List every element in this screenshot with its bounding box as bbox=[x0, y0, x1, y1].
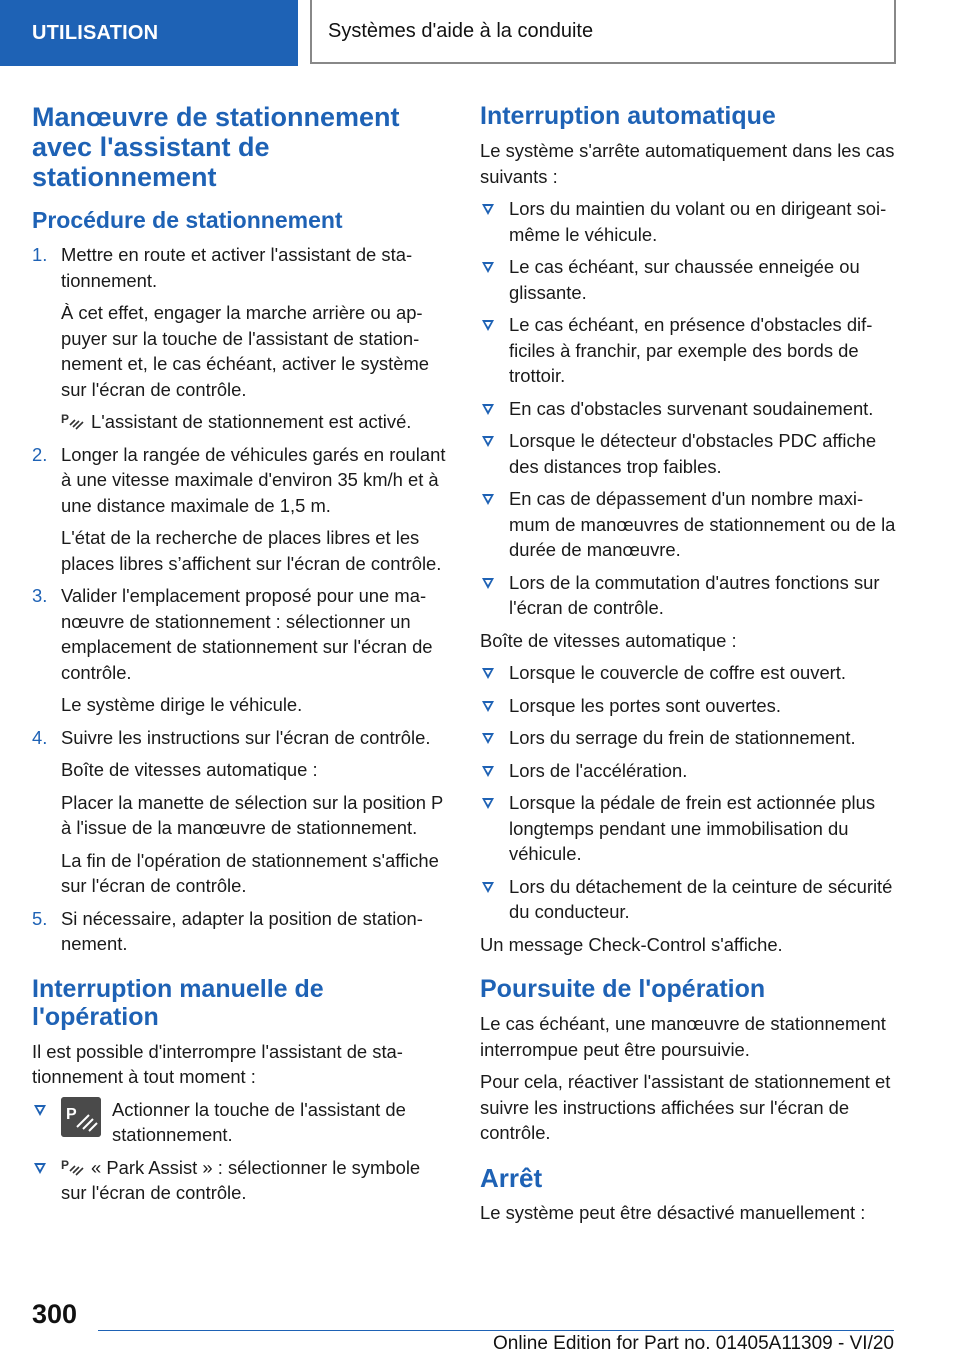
right-column bbox=[480, 96, 896, 1232]
bullet-item bbox=[480, 725, 896, 751]
step-text: Suivre les instructions sur l'écran de contrôle. bbox=[61, 726, 431, 748]
bullet-text: En cas d'obstacles survenant soudainement. bbox=[509, 397, 874, 419]
bullet-triangle-icon bbox=[482, 262, 494, 273]
step-text: L'état de la recherche de places libres et les places libres s’affichent sur l'écran de contrôle. bbox=[61, 527, 442, 574]
footer-edition: Online Edition for Part no. 01405A11309 - VI/20 bbox=[492, 1333, 894, 1354]
bullet-item bbox=[480, 428, 896, 479]
bullet-item bbox=[32, 1155, 448, 1206]
auto-interrupt-heading: Interruption automatique bbox=[480, 102, 776, 130]
step-item bbox=[32, 442, 448, 577]
bullet-text: « Park Assist » : sélectionner le symbole sur l'écran de contrôle. bbox=[61, 1156, 421, 1203]
step-number: 5. bbox=[32, 907, 48, 929]
bullet-triangle-icon bbox=[34, 1105, 46, 1116]
bullet-triangle-icon bbox=[482, 798, 494, 809]
bullet-item bbox=[480, 758, 896, 784]
resume-text: Le cas échéant, une manœuvre de stationnement interrompue peut être poursuivie. bbox=[480, 1013, 886, 1060]
bullet-item bbox=[480, 396, 896, 422]
resume-heading: Poursuite de l'opération bbox=[480, 975, 766, 1003]
bullet-item bbox=[32, 1097, 448, 1148]
step-text: La fin de l'opération de stationnement s'affiche sur l'écran de contrôle. bbox=[61, 849, 439, 896]
manual-interrupt-heading: Interruption manuelle de l'opération bbox=[32, 974, 324, 1031]
page-title: Manœuvre de stationnement avec l'assistant de stationnement bbox=[32, 102, 400, 192]
bullet-item bbox=[480, 196, 896, 247]
svg-text:P: P bbox=[66, 1105, 77, 1123]
stop-heading: Arrêt bbox=[480, 1162, 543, 1193]
bullet-text: Lors du détachement de la ceinture de sécurité du conducteur. bbox=[509, 875, 893, 922]
check-control-text: Un message Check-Control s'affiche. bbox=[480, 933, 783, 955]
stop-text: Le système peut être désactivé manuellement : bbox=[480, 1201, 866, 1223]
bullet-triangle-icon bbox=[482, 701, 494, 712]
bullet-item bbox=[480, 570, 896, 621]
bullet-triangle-icon bbox=[482, 733, 494, 744]
park-assist-icon bbox=[61, 1157, 85, 1177]
step-text: Valider l'emplacement proposé pour une manœuvre de stationnement : sélectionner un emplacement de stationnement sur l'écran de contrôle. bbox=[61, 585, 433, 683]
bullet-text: Le cas échéant, sur chaussée enneigée ou glissante. bbox=[509, 256, 860, 303]
bullet-item bbox=[480, 874, 896, 925]
bullet-text: Le cas échéant, en présence d'obstacles difficiles à franchir, par exemple des bords de trottoir. bbox=[509, 314, 873, 386]
bullet-text: Lors du serrage du frein de stationnement. bbox=[509, 727, 856, 748]
bullet-triangle-icon bbox=[482, 204, 494, 215]
svg-text:P: P bbox=[61, 412, 70, 426]
step-text: Placer la manette de sélection sur la position P à l'issue de la manœuvre de stationnement. bbox=[61, 791, 443, 838]
header-chapter-label: Systèmes d'aide à la conduite bbox=[328, 19, 594, 42]
step-text: Si nécessaire, adapter la position de stationnement. bbox=[61, 907, 423, 954]
bullet-text: Lors de la commutation d'autres fonctions sur l'écran de contrôle. bbox=[509, 571, 880, 618]
step-number: 1. bbox=[32, 244, 48, 265]
bullet-triangle-icon bbox=[482, 578, 494, 589]
bullet-text: Lorsque la pédale de frein est actionnée plus longtemps pendant une immobilisation du véhicule. bbox=[509, 792, 876, 864]
gearbox-label: Boîte de vitesses automatique : bbox=[480, 629, 737, 651]
auto-interrupt-intro: Le système s'arrête automatiquement dans les cas suivants : bbox=[480, 140, 895, 187]
bullet-item bbox=[480, 486, 896, 563]
bullet-text: En cas de dépassement d'un nombre maximum de manœuvres de stationnement ou de la durée de manœuvre. bbox=[509, 488, 896, 560]
bullet-item bbox=[480, 790, 896, 867]
bullet-line bbox=[61, 1155, 448, 1206]
step-text: Mettre en route et activer l'assistant de stationnement. bbox=[61, 244, 413, 291]
step-note-text: L'assistant de stationnement est activé. bbox=[91, 411, 412, 432]
bullet-text: Lors du maintien du volant ou en dirigeant soi-même le véhicule. bbox=[509, 198, 887, 245]
bullet-item bbox=[480, 254, 896, 305]
step-text: Le système dirige le véhicule. bbox=[61, 694, 303, 715]
svg-text:P: P bbox=[61, 1157, 70, 1172]
step-text: Longer la rangée de véhicules garés en roulant à une vitesse maximale d'environ 35 km/h et à une distance maximale de 1,5 m. bbox=[61, 443, 446, 516]
left-column bbox=[32, 96, 448, 1213]
step-item bbox=[32, 242, 448, 435]
bullet-triangle-icon bbox=[34, 1163, 46, 1174]
park-assist-icon bbox=[61, 411, 85, 431]
bullet-text: Lorsque le couvercle de coffre est ouvert. bbox=[509, 662, 847, 683]
header-section-tab bbox=[0, 0, 298, 66]
header-chapter-box bbox=[310, 0, 896, 64]
bullet-triangle-icon bbox=[482, 404, 494, 415]
bullet-text: Lorsque le détecteur d'obstacles PDC affiche des distances trop faibles. bbox=[509, 430, 877, 477]
resume-text: Pour cela, réactiver l'assistant de stationnement et suivre les instructions affichées sur l'écran de contrôle. bbox=[480, 1071, 891, 1143]
page-number: 300 bbox=[32, 1299, 78, 1329]
step-text: À cet effet, engager la marche arrière ou appuyer sur la touche de l'assistant de stationnement et, le cas échéant, activer le système sur l'écran de contrôle. bbox=[61, 302, 429, 400]
header-section-label: UTILISATION bbox=[32, 21, 159, 44]
bullet-text: Lorsque les portes sont ouvertes. bbox=[509, 694, 781, 716]
step-item bbox=[32, 725, 448, 899]
step-text: Boîte de vitesses automatique : bbox=[61, 759, 318, 780]
bullet-triangle-icon bbox=[482, 766, 494, 777]
bullet-triangle-icon bbox=[482, 668, 494, 679]
step-note bbox=[61, 409, 448, 435]
step-number: 2. bbox=[32, 443, 48, 465]
step-number: 4. bbox=[32, 726, 48, 748]
footer-divider bbox=[98, 1330, 894, 1331]
bullet-item bbox=[480, 312, 896, 389]
bullet-text: Lors de l'accélération. bbox=[509, 759, 688, 781]
bullet-text: Actionner la touche de l'assistant de stationnement. bbox=[112, 1098, 406, 1145]
park-assist-button-icon bbox=[61, 1097, 101, 1137]
procedure-heading: Procédure de stationnement bbox=[32, 207, 343, 233]
step-item bbox=[32, 583, 448, 718]
manual-interrupt-intro: Il est possible d'interrompre l'assistant de stationnement à tout moment : bbox=[32, 1040, 403, 1087]
bullet-triangle-icon bbox=[482, 320, 494, 331]
bullet-triangle-icon bbox=[482, 494, 494, 505]
bullet-triangle-icon bbox=[482, 436, 494, 447]
step-number: 3. bbox=[32, 585, 48, 606]
bullet-item bbox=[480, 660, 896, 686]
bullet-item bbox=[480, 693, 896, 719]
step-item bbox=[32, 906, 448, 957]
bullet-triangle-icon bbox=[482, 882, 494, 893]
